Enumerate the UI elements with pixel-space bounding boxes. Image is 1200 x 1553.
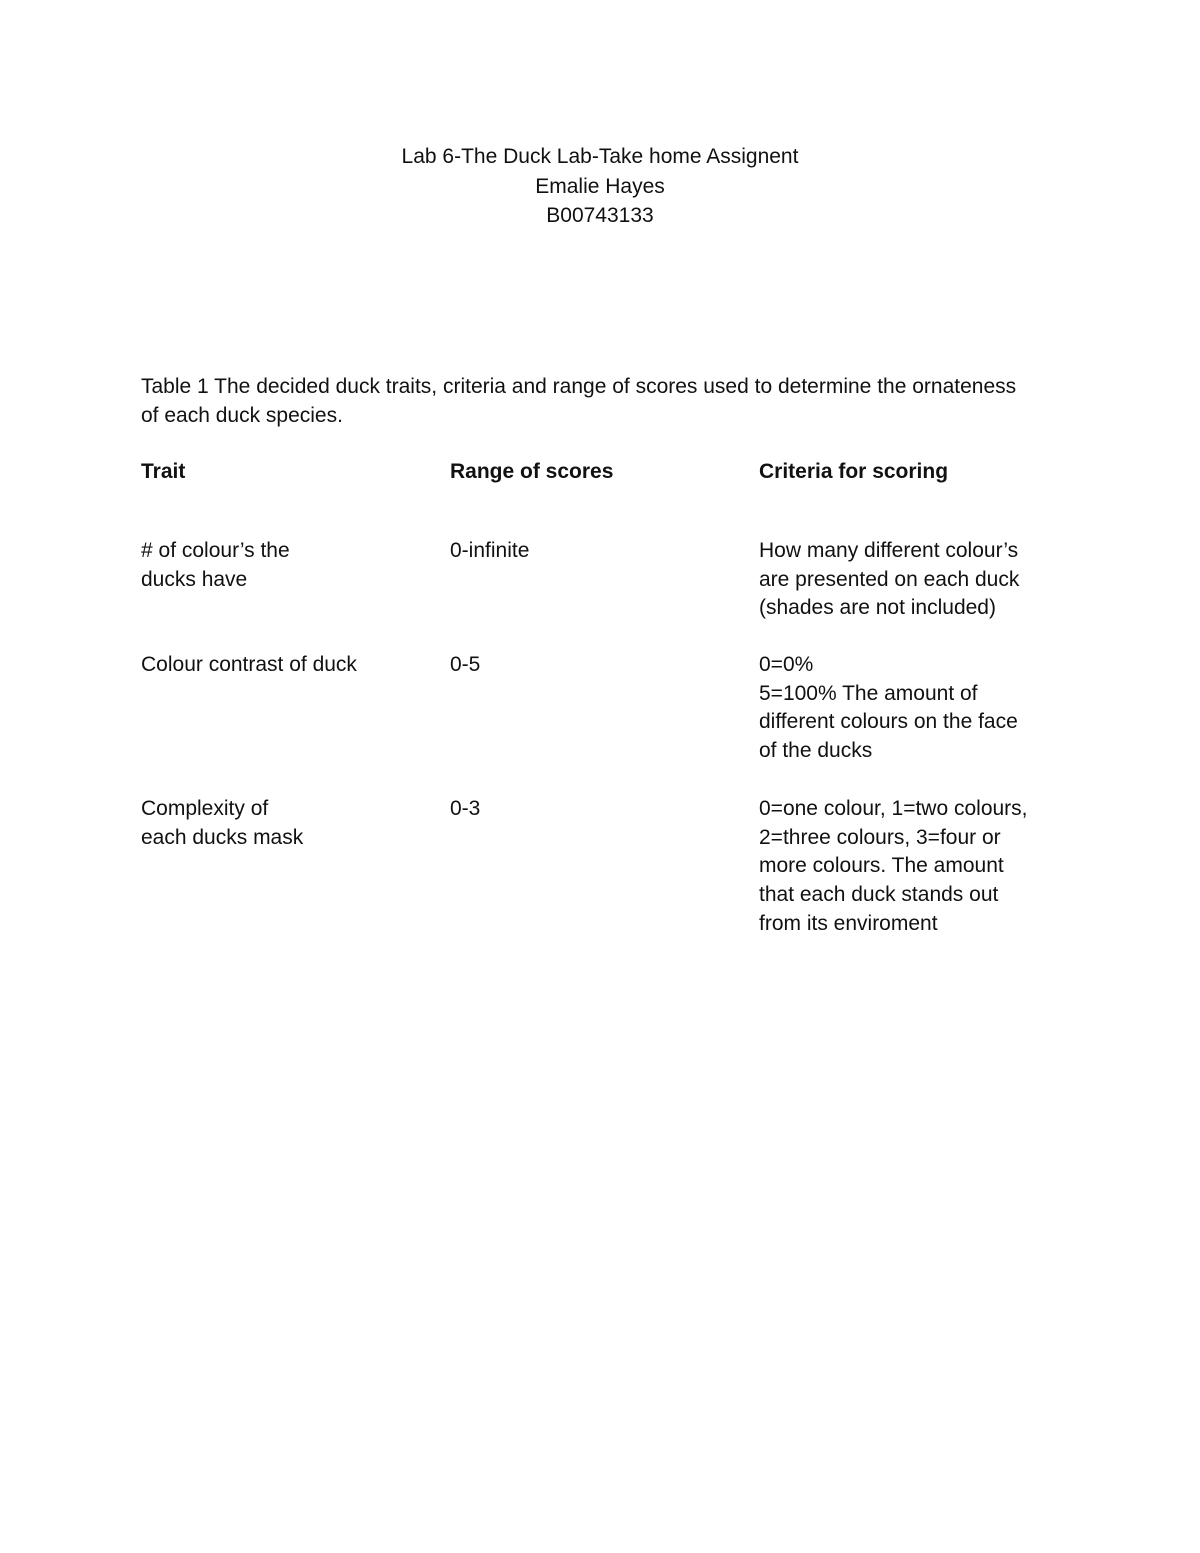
document-title: Lab 6-The Duck Lab-Take home Assignent bbox=[401, 145, 799, 168]
range-cell: 0-infinite bbox=[450, 539, 530, 562]
cell-line: from its enviroment bbox=[759, 911, 938, 935]
range-cell: 0-3 bbox=[450, 797, 481, 820]
cell-line: 2=three colours, 3=four or bbox=[759, 825, 1001, 849]
criteria-cell bbox=[759, 651, 1018, 766]
trait-header: Trait bbox=[141, 460, 186, 483]
student-id: B00743133 bbox=[546, 204, 654, 227]
cell-line: are presented on each duck bbox=[759, 567, 1020, 591]
trait-cell bbox=[141, 795, 303, 852]
cell-line: Colour contrast of duck bbox=[141, 653, 357, 676]
trait-cell bbox=[141, 537, 290, 594]
cell-line: # of colour’s the bbox=[141, 539, 290, 562]
cell-line: 0=one colour, 1=two colours, bbox=[759, 797, 1028, 820]
range-cell: 0-5 bbox=[450, 653, 481, 676]
cell-line: of the ducks bbox=[759, 739, 873, 763]
cell-line: Complexity of bbox=[141, 797, 269, 820]
cell-line: ducks have bbox=[141, 567, 248, 591]
cell-line: 0=0% bbox=[759, 653, 814, 676]
cell-line: different colours on the face bbox=[759, 710, 1018, 734]
cell-line: How many different colour’s bbox=[759, 539, 1019, 562]
range-header: Range of scores bbox=[450, 460, 614, 483]
cell-line: (shades are not included) bbox=[759, 596, 996, 620]
cell-line: 5=100% The amount of bbox=[759, 681, 978, 705]
criteria-header: Criteria for scoring bbox=[759, 460, 949, 483]
document-header bbox=[0, 142, 1200, 231]
trait-cell bbox=[141, 651, 357, 680]
cell-line: each ducks mask bbox=[141, 825, 304, 849]
cell-line: more colours. The amount bbox=[759, 854, 1004, 878]
cell-line: that each duck stands out bbox=[759, 883, 999, 907]
criteria-cell bbox=[759, 795, 1028, 939]
table-caption bbox=[141, 372, 1061, 430]
author-name: Emalie Hayes bbox=[535, 174, 665, 198]
caption-line: Table 1 The decided duck traits, criteria and range of scores used to determine the ornateness bbox=[141, 375, 1017, 398]
criteria-cell bbox=[759, 537, 1019, 623]
caption-line: of each duck species. bbox=[141, 404, 343, 427]
